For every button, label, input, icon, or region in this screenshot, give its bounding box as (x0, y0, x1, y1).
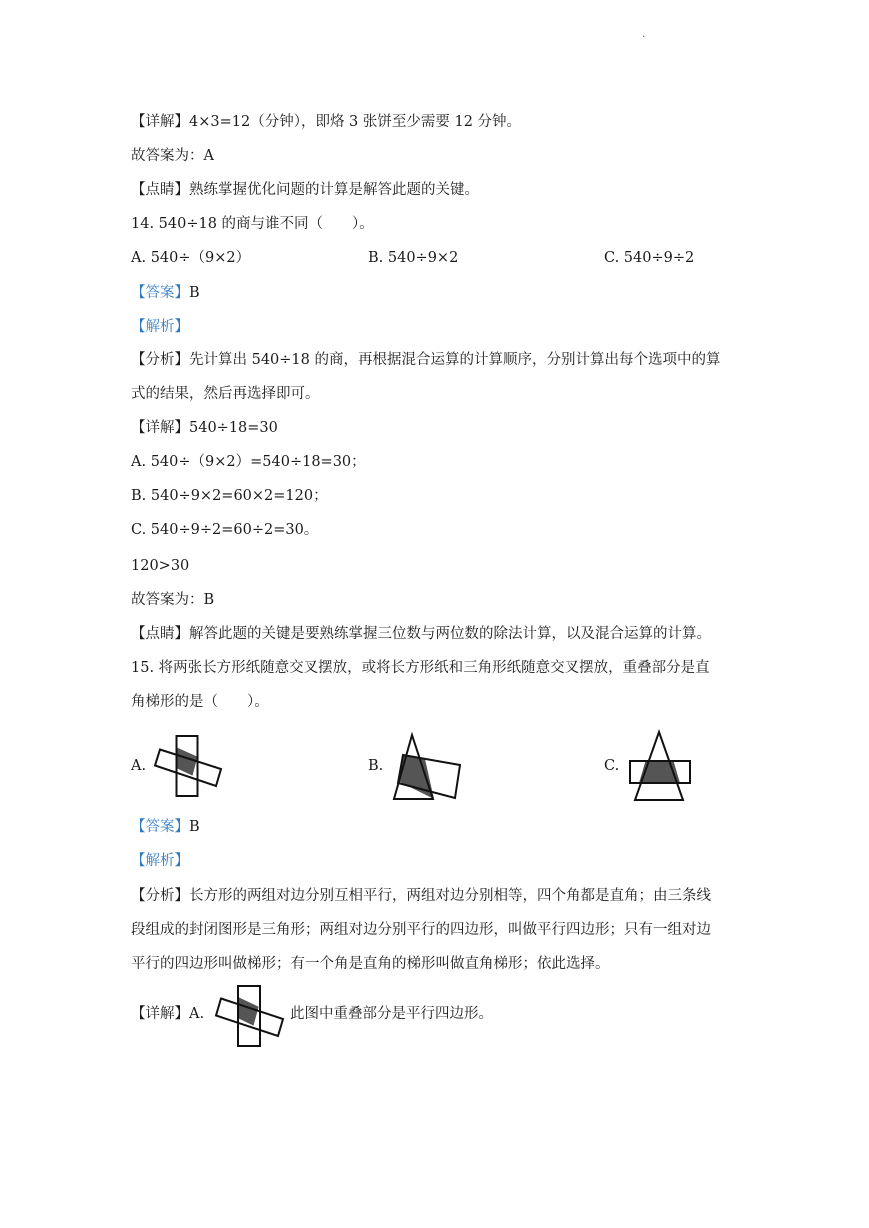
q14-analysis-1: 【分析】先计算出 540÷18 的商，再根据混合运算的计算顺序，分别计算出每个选项中的算 (131, 352, 721, 368)
q15-analysis-3: 平行的四边形叫做梯形；有一个角是直角的梯形叫做直角梯形；依此选择。 (131, 956, 610, 972)
q14-option-b: B. 540÷9×2 (368, 250, 459, 266)
q14-comment: 【点睛】解答此题的关键是要熟练掌握三位数与两位数的除法计算，以及混合运算的计算。 (131, 626, 711, 642)
q14-answer-line: 故答案为：B (131, 592, 215, 608)
header-dot: · (642, 32, 646, 43)
q14-step-a: A. 540÷（9×2）=540÷18=30； (131, 454, 366, 470)
q13-detail: 【详解】4×3=12（分钟），即烙 3 张饼至少需要 12 分钟。 (131, 114, 522, 130)
q14-step-b: B. 540÷9×2=60×2=120； (131, 488, 328, 504)
q14-compare: 120>30 (131, 558, 190, 574)
q14-option-a: A. 540÷（9×2） (131, 250, 251, 266)
q14-question: 14. 540÷18 的商与谁不同（ ）。 (131, 216, 374, 232)
q15-detail-prefix: 【详解】A. (131, 1006, 205, 1022)
q14-option-c: C. 540÷9÷2 (604, 250, 695, 266)
q15-option-b-label: B. (368, 758, 384, 774)
q15-analysis-label: 【解析】 (131, 853, 189, 869)
q15-question-1: 15. 将两张长方形纸随意交叉摆放，或将长方形纸和三角形纸随意交叉摆放，重叠部分是直 (131, 660, 710, 676)
q14-analysis-2: 式的结果，然后再选择即可。 (131, 386, 320, 402)
q14-detail: 【详解】540÷18=30 (131, 420, 278, 436)
q15-answer-row (131, 817, 200, 837)
q14-answer-value: B (189, 285, 200, 301)
q15-analysis-1: 【分析】长方形的两组对边分别互相平行，两组对边分别相等，四个角都是直角；由三条线 (131, 888, 711, 904)
q13-answer: 故答案为：A (131, 148, 214, 164)
q13-comment: 【点睛】熟练掌握优化问题的计算是解答此题的关键。 (131, 182, 479, 198)
q15-question-2: 角梯形的是（ ）。 (131, 694, 269, 710)
q15-option-c-label: C. (604, 758, 620, 774)
q15-analysis-2: 段组成的封闭图形是三角形；两组对边分别平行的四边形，叫做平行四边形；只有一组对边 (131, 922, 711, 938)
q14-answer-label: 【答案】 (131, 285, 189, 301)
q15-detail-suffix: 此图中重叠部分是平行四边形。 (290, 1006, 493, 1022)
figure-a-two-rectangles (150, 733, 230, 799)
q15-answer-label: 【答案】 (131, 819, 189, 835)
figure-detail-two-rectangles (210, 983, 290, 1049)
figure-b-triangle-rectangle (385, 728, 470, 803)
q14-step-c: C. 540÷9÷2=60÷2=30。 (131, 522, 319, 538)
q15-answer-value: B (189, 819, 200, 835)
q14-answer-row (131, 283, 200, 303)
figure-c-triangle-rectangle (623, 728, 698, 803)
q15-option-a-label: A. (131, 758, 147, 774)
q14-analysis-label: 【解析】 (131, 319, 189, 335)
